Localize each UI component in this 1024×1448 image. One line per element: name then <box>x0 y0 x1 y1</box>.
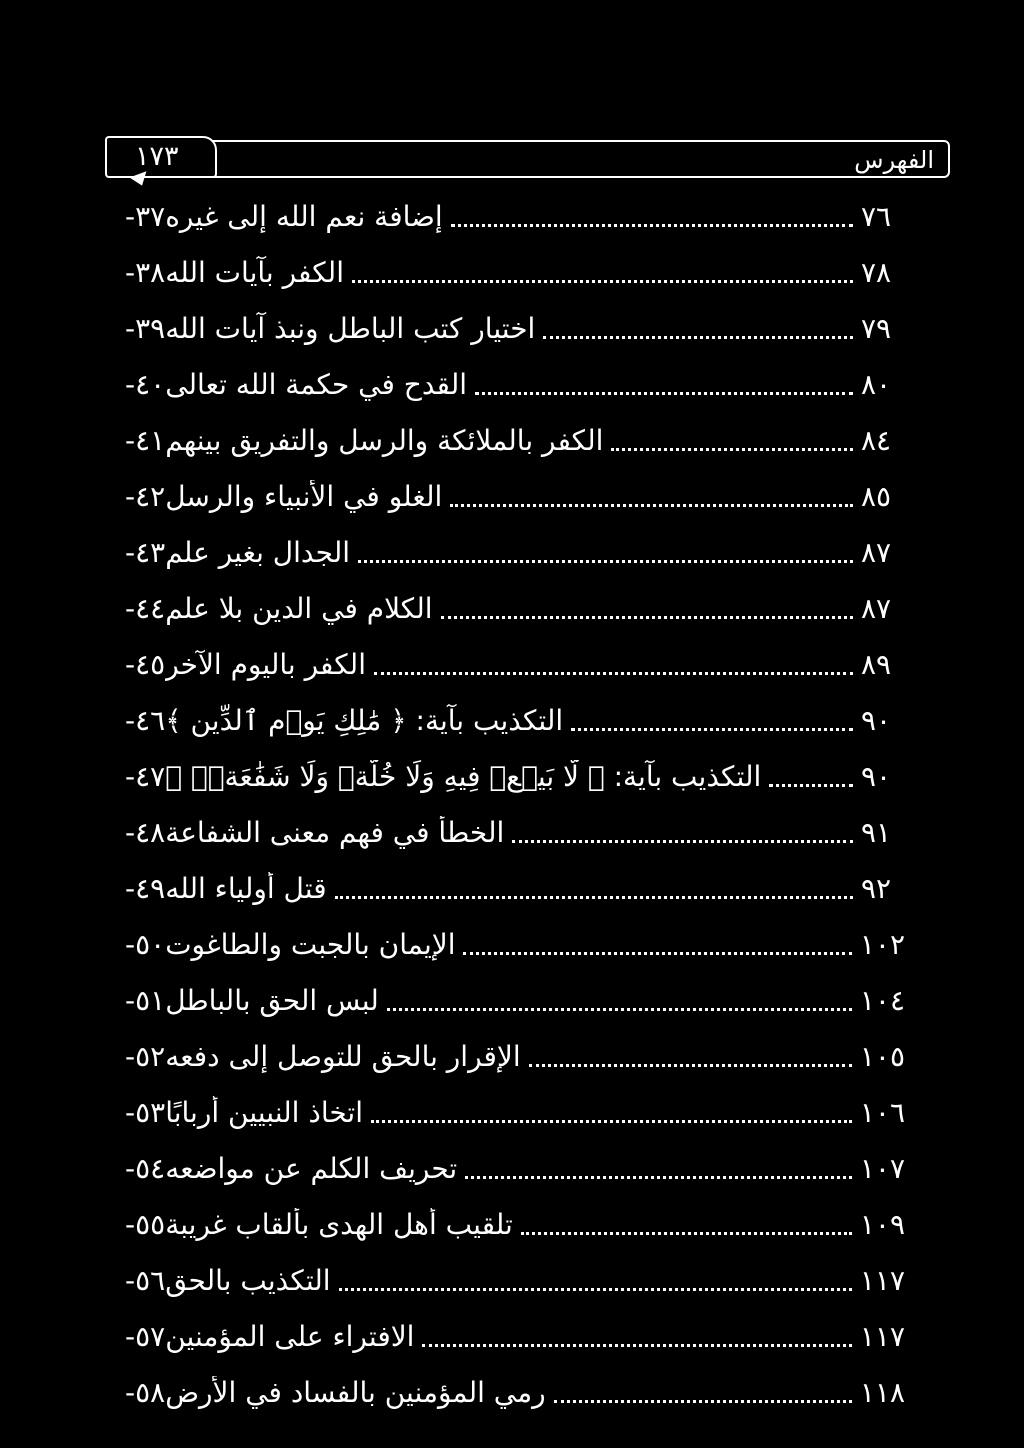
entry-number: ٥٨- <box>125 1375 166 1409</box>
entry-title: إضافة نعم الله إلى غيره <box>165 199 443 233</box>
entry-number: ٥٠- <box>125 927 166 961</box>
entry-page: ١٠٦ <box>859 1095 905 1129</box>
toc-entry <box>115 356 905 412</box>
dot-leader <box>512 834 853 843</box>
entry-page: ٨٧ <box>861 591 892 625</box>
entry-page: ١٠٥ <box>859 1039 905 1073</box>
entry-title: الإقرار بالحق للتوصل إلى دفعه <box>165 1039 521 1073</box>
entry-page: ٧٦ <box>861 199 892 233</box>
toc-entry <box>115 972 905 1028</box>
entry-number: ٤٥- <box>125 647 166 681</box>
toc-entry <box>115 188 905 244</box>
entry-page: ١٠٤ <box>859 983 905 1017</box>
entry-title: الكفر بآيات الله <box>165 255 344 289</box>
entry-title: الكلام في الدين بلا علم <box>165 591 433 625</box>
dot-leader <box>371 1114 852 1123</box>
toc-entry <box>115 1028 905 1084</box>
entry-title: لبس الحق بالباطل <box>165 983 379 1017</box>
entry-number: ٥٤- <box>125 1151 166 1185</box>
dot-leader <box>529 1058 852 1067</box>
dot-leader <box>450 498 853 507</box>
entry-number: ٤٨- <box>125 815 166 849</box>
entry-title: اتخاذ النبيين أربابًا <box>165 1095 364 1129</box>
entry-page: ١٠٢ <box>859 927 905 961</box>
entry-page: ٨٩ <box>861 647 892 681</box>
entry-number: ٥٥- <box>125 1207 166 1241</box>
dot-leader <box>335 890 853 899</box>
entry-number: ٥٦- <box>125 1263 166 1297</box>
dot-leader <box>352 274 853 283</box>
dot-leader <box>374 666 853 675</box>
entry-number: ٣٧- <box>125 199 166 233</box>
entry-title: رمي المؤمنين بالفساد في الأرض <box>165 1375 546 1409</box>
dot-leader <box>611 442 853 451</box>
entry-title: الكفر باليوم الآخر <box>165 647 366 681</box>
entry-number: ٤٤- <box>125 591 166 625</box>
entry-page: ١١٨ <box>859 1375 905 1409</box>
entry-page: ١٠٩ <box>859 1207 905 1241</box>
entry-page: ٨٤ <box>861 423 892 457</box>
entry-number: ٤٢- <box>125 479 166 513</box>
toc-entry <box>115 1140 905 1196</box>
dot-leader <box>422 1338 851 1347</box>
entry-title: التكذيب بآية: ﴿ مَٰلِكِ يَوۡمِ ٱلدِّينِ ﴾ <box>165 703 564 737</box>
entry-number: ٥٣- <box>125 1095 166 1129</box>
entry-number: ٤١- <box>125 423 166 457</box>
dot-leader <box>475 386 853 395</box>
entry-title: تحريف الكلم عن مواضعه <box>165 1151 458 1185</box>
entry-title: اختيار كتب الباطل ونبذ آيات الله <box>165 311 536 345</box>
dot-leader <box>441 610 853 619</box>
entry-title: الافتراء على المؤمنين <box>165 1319 415 1353</box>
entry-title: الجدال بغير علم <box>165 535 351 569</box>
entry-page: ٩٠ <box>861 759 892 793</box>
entry-title: قتل أولياء الله <box>165 871 327 905</box>
dot-leader <box>387 1002 852 1011</box>
entry-page: ١١٧ <box>859 1319 905 1353</box>
entry-number: ٣٨- <box>125 255 166 289</box>
entry-title: تلقيب أهل الهدى بألقاب غريبة <box>165 1207 513 1241</box>
toc-entry <box>115 1196 905 1252</box>
entry-number: ٤٠- <box>125 367 166 401</box>
table-of-contents <box>115 188 905 1420</box>
entry-page: ٧٨ <box>861 255 892 289</box>
entry-page: ٩٢ <box>861 871 892 905</box>
toc-entry <box>115 468 905 524</box>
entry-number: ٣٩- <box>125 311 166 345</box>
section-title: الفهرس <box>854 146 934 174</box>
entry-page: ٨٧ <box>861 535 892 569</box>
entry-number: ٥٢- <box>125 1039 166 1073</box>
toc-entry <box>115 244 905 300</box>
toc-entry <box>115 636 905 692</box>
entry-title: القدح في حكمة الله تعالى <box>165 367 468 401</box>
toc-entry <box>115 1252 905 1308</box>
dot-leader <box>521 1226 852 1235</box>
dot-leader <box>554 1394 852 1403</box>
entry-title: التكذيب بالحق <box>165 1263 331 1297</box>
page-number: ١٧٣ <box>135 141 179 172</box>
entry-page: ١١٧ <box>859 1263 905 1297</box>
toc-entry <box>115 1084 905 1140</box>
entry-number: ٤٩- <box>125 871 166 905</box>
entry-number: ٤٧- <box>125 759 166 793</box>
toc-entry <box>115 804 905 860</box>
dot-leader <box>339 1282 852 1291</box>
entry-title: الغلو في الأنبياء والرسل <box>165 479 443 513</box>
toc-entry <box>115 748 905 804</box>
entry-page: ٧٩ <box>861 311 892 345</box>
dot-leader <box>571 722 853 731</box>
toc-entry <box>115 524 905 580</box>
dot-leader <box>451 218 853 227</box>
toc-entry <box>115 692 905 748</box>
toc-entry <box>115 1364 905 1420</box>
entry-number: ٤٦- <box>125 703 166 737</box>
toc-entry <box>115 860 905 916</box>
page-header <box>105 140 950 178</box>
entry-title: الإيمان بالجبت والطاغوت <box>165 927 456 961</box>
entry-page: ٨٥ <box>861 479 892 513</box>
entry-page: ١٠٧ <box>859 1151 905 1185</box>
entry-number: ٥٧- <box>125 1319 166 1353</box>
entry-title: التكذيب بآية: ﴿ لَّا بَيۡعٞ فِيهِ وَلَا خُلَّةٞ وَلَا شَفَٰعَةٞۗ ﴾ <box>165 759 762 793</box>
page-number-box <box>105 136 217 178</box>
toc-entry <box>115 300 905 356</box>
entry-page: ٨٠ <box>861 367 892 401</box>
toc-entry <box>115 1308 905 1364</box>
dot-leader <box>463 946 851 955</box>
dot-leader <box>769 778 853 787</box>
page-corner-mark-icon <box>129 171 150 188</box>
entry-number: ٤٣- <box>125 535 166 569</box>
dot-leader <box>465 1170 852 1179</box>
toc-entry <box>115 580 905 636</box>
toc-entry <box>115 412 905 468</box>
entry-page: ٩٠ <box>861 703 892 737</box>
entry-title: الخطأ في فهم معنى الشفاعة <box>165 815 505 849</box>
dot-leader <box>358 554 853 563</box>
toc-entry <box>115 916 905 972</box>
entry-number: ٥١- <box>125 983 166 1017</box>
entry-title: الكفر بالملائكة والرسل والتفريق بينهم <box>165 423 604 457</box>
entry-page: ٩١ <box>861 815 892 849</box>
dot-leader <box>543 330 853 339</box>
